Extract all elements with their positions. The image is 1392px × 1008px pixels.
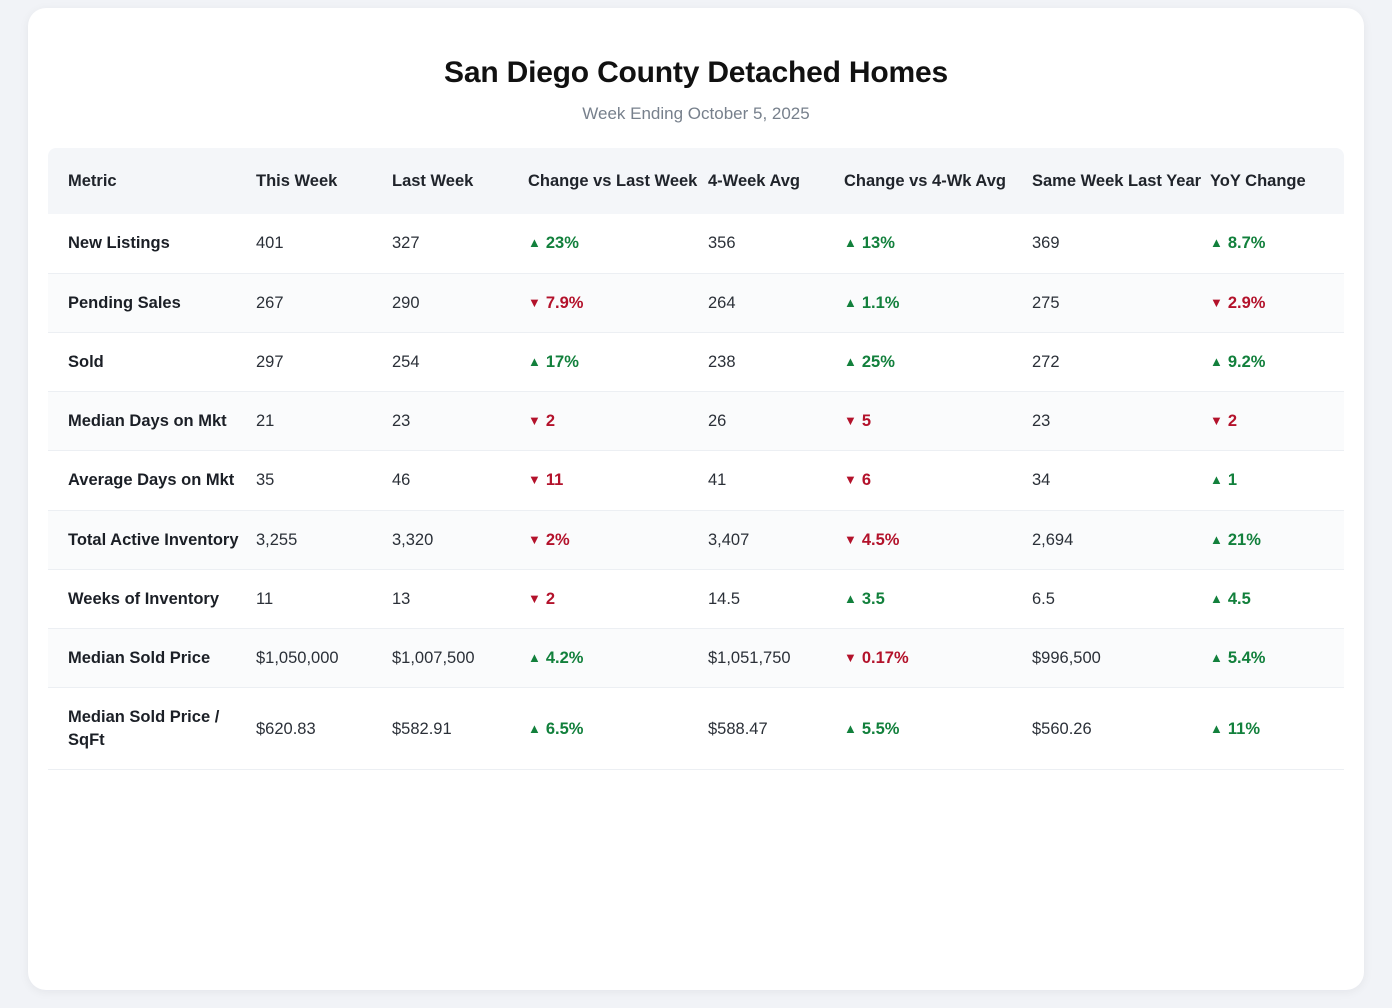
triangle-down-icon: ▼ [528,531,541,547]
triangle-down-icon: ▼ [844,413,857,429]
cell-last-week: 254 [392,332,528,391]
triangle-up-icon-group [844,590,885,608]
cell-this-week: 297 [256,332,392,391]
cell-yoy-change [1210,214,1344,273]
page-subtitle: Week Ending October 5, 2025 [582,104,810,123]
cell-last-week: 23 [392,392,528,451]
triangle-up-icon: ▲ [1210,590,1223,606]
column-header-yoy-change: YoY Change [1210,148,1344,214]
triangle-down-icon-group [844,531,899,549]
delta-value: 1.1% [861,293,900,312]
cell-change-vs-last-week [528,392,708,451]
triangle-down-icon: ▼ [528,294,541,310]
triangle-up-icon-group [528,234,579,252]
column-header-change-vs-last-week: Change vs Last Week [528,148,708,214]
cell-this-week: 35 [256,451,392,510]
table-row [48,688,1344,770]
delta-value: 6.5% [545,719,584,738]
page-title: San Diego County Detached Homes [444,56,948,89]
cell-this-week: 3,255 [256,510,392,569]
cell-same-week-last-year: 275 [1032,273,1210,332]
triangle-down-icon-group [528,590,555,608]
triangle-up-icon: ▲ [528,353,541,369]
triangle-up-icon-group [1210,590,1251,608]
cell-same-week-last-year: 272 [1032,332,1210,391]
triangle-down-icon-group [1210,294,1265,312]
delta-value: 7.9% [545,293,584,312]
cell-last-week: 46 [392,451,528,510]
cell-change-vs-last-week [528,688,708,770]
delta-value: 8.7% [1227,234,1266,253]
cell-change-vs-last-week [528,214,708,273]
triangle-up-icon-group [528,649,583,667]
triangle-down-icon-group [528,471,563,489]
delta-value: 3.5 [861,589,885,608]
cell-4-week-avg: 26 [708,392,844,451]
triangle-down-icon: ▼ [844,531,857,547]
delta-value: 11% [1227,719,1260,738]
delta-value: 2% [545,530,570,549]
cell-4-week-avg: 264 [708,273,844,332]
cell-this-week: 21 [256,392,392,451]
cell-yoy-change [1210,273,1344,332]
cell-4-week-avg: $588.47 [708,688,844,770]
cell-yoy-change [1210,332,1344,391]
cell-change-vs-4wk-avg [844,629,1032,688]
cell-yoy-change [1210,569,1344,628]
cell-4-week-avg: 356 [708,214,844,273]
triangle-up-icon: ▲ [844,294,857,310]
cell-same-week-last-year: $996,500 [1032,629,1210,688]
column-header-change-vs-4wk-avg: Change vs 4-Wk Avg [844,148,1032,214]
cell-change-vs-4wk-avg [844,392,1032,451]
row-metric-label: Pending Sales [48,273,256,332]
triangle-down-icon-group [844,649,909,667]
triangle-down-icon-group [844,412,871,430]
delta-value: 9.2% [1227,352,1266,371]
triangle-up-icon: ▲ [1210,235,1223,251]
column-header-this-week: This Week [256,148,392,214]
triangle-up-icon-group [1210,353,1265,371]
row-metric-label: Median Days on Mkt [48,392,256,451]
cell-same-week-last-year: 23 [1032,392,1210,451]
triangle-up-icon: ▲ [528,235,541,251]
cell-last-week: 327 [392,214,528,273]
triangle-up-icon: ▲ [528,650,541,666]
triangle-up-icon-group [528,353,579,371]
delta-value: 23% [545,234,579,253]
cell-change-vs-last-week [528,510,708,569]
cell-last-week: $582.91 [392,688,528,770]
delta-value: 17% [545,352,579,371]
triangle-down-icon-group [1210,412,1237,430]
cell-yoy-change [1210,451,1344,510]
triangle-down-icon-group [528,531,570,549]
delta-value: 6 [861,471,872,490]
table-row [48,510,1344,569]
triangle-down-icon: ▼ [844,650,857,666]
cell-same-week-last-year: 6.5 [1032,569,1210,628]
table-row [48,392,1344,451]
cell-4-week-avg: $1,051,750 [708,629,844,688]
row-metric-label: Median Sold Price [48,629,256,688]
cell-this-week: 267 [256,273,392,332]
cell-change-vs-4wk-avg [844,214,1032,273]
table-header-row [48,148,1344,214]
table-row [48,273,1344,332]
cell-this-week: 11 [256,569,392,628]
triangle-up-icon: ▲ [844,235,857,251]
table-header [48,148,1344,214]
triangle-up-icon: ▲ [1210,353,1223,369]
triangle-up-icon: ▲ [1210,472,1223,488]
cell-change-vs-4wk-avg [844,332,1032,391]
cell-this-week: $620.83 [256,688,392,770]
cell-change-vs-4wk-avg [844,451,1032,510]
cell-change-vs-last-week [528,273,708,332]
cell-change-vs-4wk-avg [844,569,1032,628]
column-header-4-week-avg: 4-Week Avg [708,148,844,214]
delta-value: 5.5% [861,719,900,738]
cell-same-week-last-year: 34 [1032,451,1210,510]
row-metric-label: Sold [48,332,256,391]
column-header-metric: Metric [48,148,256,214]
delta-value: 21% [1227,530,1261,549]
row-metric-label: New Listings [48,214,256,273]
delta-value: 25% [861,352,895,371]
delta-value: 2 [1227,412,1238,431]
row-metric-label: Average Days on Mkt [48,451,256,510]
triangle-up-icon: ▲ [528,720,541,736]
triangle-up-icon-group [1210,471,1237,489]
cell-last-week: 13 [392,569,528,628]
triangle-down-icon-group [844,471,871,489]
cell-yoy-change [1210,510,1344,569]
column-header-same-week-last-year: Same Week Last Year [1032,148,1210,214]
report-card [28,8,1364,990]
triangle-up-icon: ▲ [1210,720,1223,736]
triangle-down-icon: ▼ [844,472,857,488]
cell-change-vs-4wk-avg [844,273,1032,332]
cell-yoy-change [1210,629,1344,688]
cell-change-vs-4wk-avg [844,688,1032,770]
cell-last-week: 290 [392,273,528,332]
cell-change-vs-last-week [528,332,708,391]
triangle-down-icon: ▼ [528,590,541,606]
cell-change-vs-last-week [528,629,708,688]
delta-value: 5.4% [1227,649,1266,668]
triangle-down-icon: ▼ [1210,413,1223,429]
triangle-up-icon-group [844,353,895,371]
triangle-down-icon-group [528,294,583,312]
triangle-up-icon-group [1210,531,1261,549]
triangle-down-icon-group [528,412,555,430]
row-metric-label: Total Active Inventory [48,510,256,569]
triangle-up-icon-group [844,294,899,312]
delta-value: 4.2% [545,649,584,668]
triangle-up-icon: ▲ [1210,650,1223,666]
delta-value: 11 [545,471,564,490]
cell-same-week-last-year: $560.26 [1032,688,1210,770]
delta-value: 1 [1227,471,1238,490]
cell-4-week-avg: 14.5 [708,569,844,628]
delta-value: 2 [545,412,556,431]
cell-last-week: 3,320 [392,510,528,569]
row-metric-label: Median Sold Price / SqFt [48,688,256,770]
delta-value: 0.17% [861,649,909,668]
cell-4-week-avg: 3,407 [708,510,844,569]
metrics-table [48,148,1344,770]
delta-value: 4.5% [861,530,900,549]
triangle-up-icon-group [1210,234,1265,252]
triangle-down-icon: ▼ [528,472,541,488]
row-metric-label: Weeks of Inventory [48,569,256,628]
cell-yoy-change [1210,392,1344,451]
table-row [48,629,1344,688]
cell-4-week-avg: 41 [708,451,844,510]
table-row [48,569,1344,628]
table-body [48,214,1344,769]
triangle-up-icon: ▲ [844,590,857,606]
cell-change-vs-last-week [528,451,708,510]
cell-4-week-avg: 238 [708,332,844,391]
cell-same-week-last-year: 369 [1032,214,1210,273]
delta-value: 2.9% [1227,293,1266,312]
triangle-up-icon-group [1210,649,1265,667]
triangle-up-icon: ▲ [844,353,857,369]
triangle-up-icon-group [844,720,899,738]
delta-value: 5 [861,412,872,431]
cell-last-week: $1,007,500 [392,629,528,688]
triangle-up-icon-group [1210,720,1260,738]
cell-this-week: $1,050,000 [256,629,392,688]
delta-value: 4.5 [1227,589,1251,608]
table-row [48,332,1344,391]
triangle-down-icon: ▼ [1210,294,1223,310]
table-row [48,451,1344,510]
triangle-up-icon-group [844,234,895,252]
cell-change-vs-4wk-avg [844,510,1032,569]
cell-same-week-last-year: 2,694 [1032,510,1210,569]
triangle-up-icon: ▲ [1210,531,1223,547]
cell-this-week: 401 [256,214,392,273]
column-header-last-week: Last Week [392,148,528,214]
delta-value: 2 [545,589,556,608]
delta-value: 13% [861,234,895,253]
triangle-up-icon: ▲ [844,720,857,736]
cell-yoy-change [1210,688,1344,770]
triangle-down-icon: ▼ [528,413,541,429]
triangle-up-icon-group [528,720,583,738]
table-row [48,214,1344,273]
cell-change-vs-last-week [528,569,708,628]
